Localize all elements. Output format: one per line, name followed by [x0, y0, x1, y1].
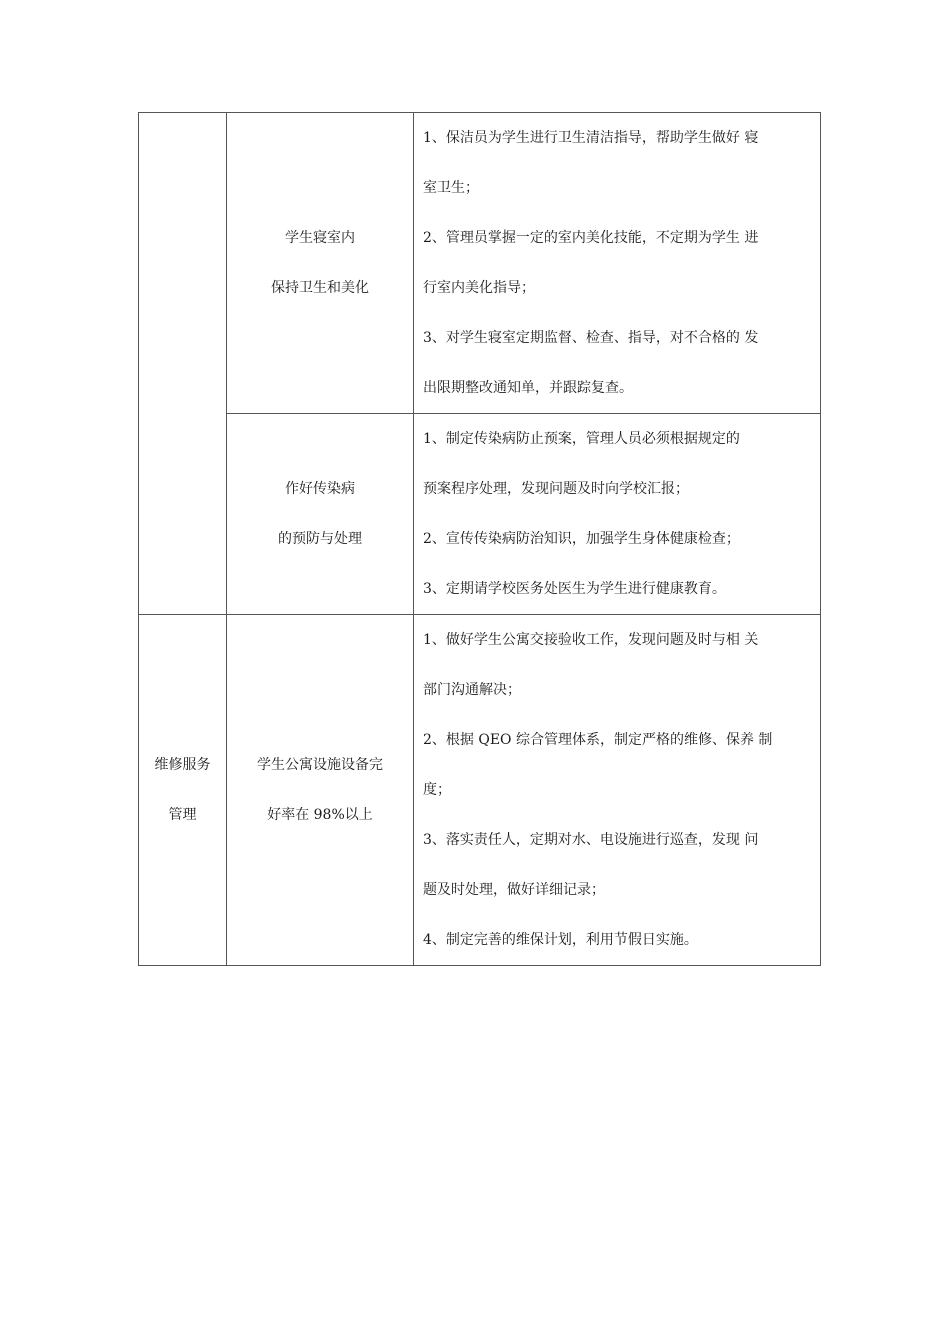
- detail-text: 1、做好学生公寓交接验收工作，发现问题及时与相 关: [423, 632, 759, 648]
- detail-text: 4、制定完善的维保计划，利用节假日实施。: [423, 932, 698, 948]
- category-cell: [139, 615, 227, 966]
- detail-text: 3、定期请学校医务处医生为学生进行健康教育。: [423, 581, 726, 597]
- item-cell: [227, 414, 414, 615]
- detail-text: 2、宣传传染病防治知识，加强学生身体健康检查；: [423, 531, 740, 547]
- detail-cell: [414, 414, 821, 615]
- table-row: [139, 615, 821, 966]
- detail-cell: [414, 113, 821, 414]
- service-standards-table: [138, 112, 821, 966]
- item-text: 保持卫生和美化: [271, 280, 369, 296]
- detail-text: 1、制定传染病防止预案，管理人员必须根据规定的: [423, 431, 740, 447]
- detail-text: 2、管理员掌握一定的室内美化技能，不定期为学生 进: [423, 230, 759, 246]
- detail-text: 预案程序处理，发现问题及时向学校汇报；: [423, 481, 689, 497]
- item-cell: [227, 113, 414, 414]
- detail-text: 出限期整改通知单，并跟踪复查。: [423, 380, 633, 396]
- table-row: [139, 113, 821, 414]
- item-cell: [227, 615, 414, 966]
- detail-text: 1、保洁员为学生进行卫生清洁指导，帮助学生做好 寝: [423, 130, 759, 146]
- detail-text: 3、对学生寝室定期监督、检查、指导，对不合格的 发: [423, 330, 759, 346]
- category-cell-empty: [139, 113, 227, 615]
- detail-text: 2、根据 QEO 综合管理体系，制定严格的维修、保养 制: [423, 732, 773, 748]
- detail-text: 题及时处理，做好详细记录；: [423, 882, 605, 898]
- item-text: 作好传染病: [285, 481, 355, 497]
- table-row: [139, 414, 821, 615]
- category-text: 管理: [168, 807, 197, 823]
- item-text: 学生寝室内: [285, 230, 355, 246]
- detail-text: 行室内美化指导；: [423, 280, 535, 296]
- item-text: 好率在 98%以上: [267, 807, 373, 823]
- category-text: 维修服务: [154, 757, 211, 773]
- detail-text: 部门沟通解决；: [423, 682, 521, 698]
- detail-text: 度；: [423, 782, 451, 798]
- item-text: 学生公寓设施设备完: [257, 757, 383, 773]
- detail-text: 室卫生；: [423, 180, 479, 196]
- item-text: 的预防与处理: [278, 531, 362, 547]
- detail-text: 3、落实责任人，定期对水、电设施进行巡查，发现 问: [423, 832, 759, 848]
- detail-cell: [414, 615, 821, 966]
